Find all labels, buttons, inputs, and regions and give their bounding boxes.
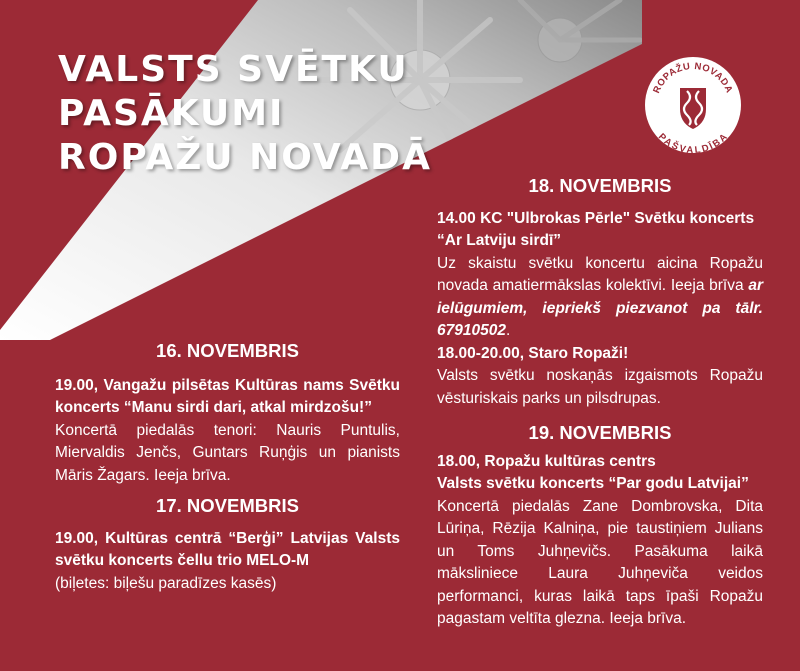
event-description-nov17: (biļetes: biļešu paradīzes kasēs): [55, 574, 277, 592]
event-description-ulbrokas: [437, 253, 763, 343]
event-description-nov16: Koncertā piedalās tenori: Nauris Puntulis, Miervaldis Jenčs, Guntars Ruņģis un pianists Māris Žagars. Ieeja brīva.: [55, 421, 400, 484]
invitation-phone-note: ar ielūgumiem, iepriekš piezvanot pa tālr. 67910502: [437, 277, 763, 339]
title-line-2: PASĀKUMI: [58, 93, 285, 134]
title-line-1: VALSTS SVĒTKU: [58, 49, 409, 90]
event-description-ulbrokas-end: .: [505, 322, 511, 339]
right-column: [437, 175, 763, 631]
page-title: [58, 48, 432, 180]
title-line-3: ROPAŽU NOVADĀ: [58, 137, 432, 178]
date-heading-nov16: 16. NOVEMBRIS: [156, 340, 299, 361]
left-column: [55, 340, 400, 595]
event-description-staro-ropazi: Valsts svētku noskaņās izgaismots Ropažu vēsturiskais parks un pilsdrupas.: [437, 367, 763, 407]
event-title-nov17: 19.00, Kultūras centrā “Berģi” Latvijas Valsts svētku koncerts čellu trio MELO-M: [55, 529, 400, 569]
date-heading-nov19: 19. NOVEMBRIS: [528, 422, 672, 443]
event-title-nov16: 19.00, Vangažu pilsētas Kultūras nams Svētku koncerts “Manu sirdi dari, atkal mirdzošu!”: [55, 376, 400, 416]
event-title-staro-ropazi: 18.00-20.00, Staro Ropaži!: [437, 344, 629, 362]
date-heading-nov17: 17. NOVEMBRIS: [156, 495, 299, 516]
event-title-ropazu-kc-line1: 18.00, Ropažu kultūras centrs: [437, 452, 656, 470]
logo-top-text: ROPAŽU NOVADA: [651, 60, 735, 96]
logo-bottom-text: PAŠVALDĪBA: [655, 131, 731, 155]
event-description-ropazu-kc: Koncertā piedalās Zane Dombrovska, Dita Lūriņa, Rēzija Kalniņa, pie taustiņiem Julians un Toms Juhņevičs. Pasākuma laikā māksliniece Laura Juhņeviča veidos performanci, kuras laikā taps īpaši Ropažu pagastam veltīta glezna. Ieeja brīva.: [437, 497, 763, 627]
event-title-ulbrokas: 14.00 KC "Ulbrokas Pērle" Svētku koncerts “Ar Latviju sirdī”: [437, 209, 755, 249]
ropazu-novada-coat-of-arms-icon: [643, 55, 743, 155]
event-title-ropazu-kc-line2: Valsts svētku koncerts “Par godu Latvijai”: [437, 475, 749, 492]
date-heading-nov18: 18. NOVEMBRIS: [528, 175, 672, 196]
event-description-ulbrokas-text: Uz skaistu svētku koncertu aicina Ropažu novada amatiermākslas kolektīvi. Ieeja brīva: [437, 254, 763, 294]
